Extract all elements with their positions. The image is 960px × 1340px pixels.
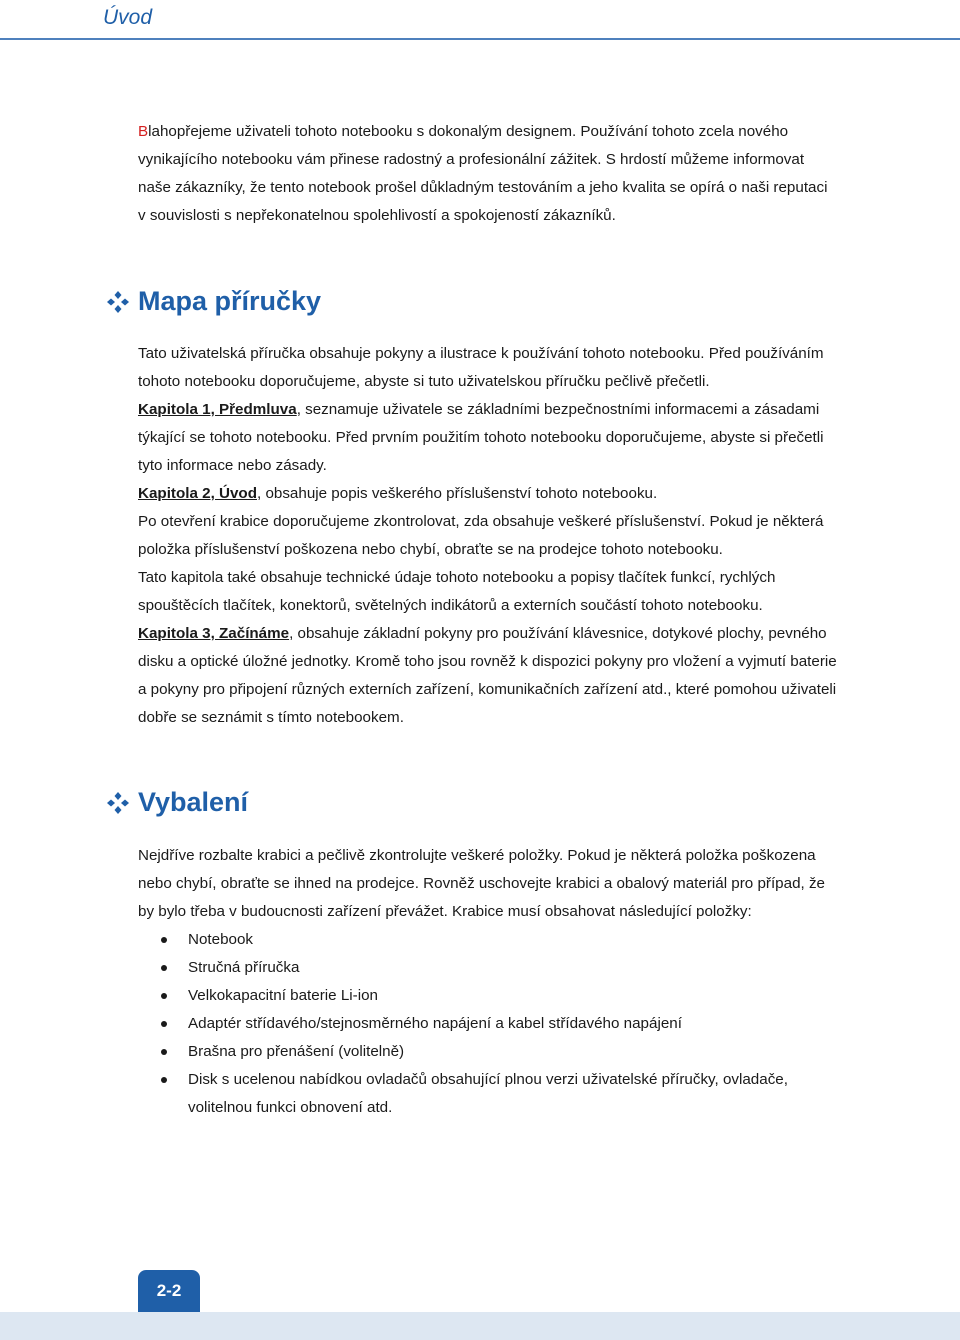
page-number-tab: 2-2 — [138, 1270, 200, 1312]
list-item — [138, 1010, 838, 1038]
page-header-title: Úvod — [103, 6, 153, 29]
bullet-dot-icon — [161, 1049, 167, 1055]
list-item-text: Notebook — [188, 931, 254, 948]
bullet-dot-icon — [161, 965, 167, 971]
section-title: Mapa příručky — [138, 286, 322, 316]
chapter3-paragraph — [138, 620, 838, 732]
chapter1-text: , seznamuje uživatele se základními bezpečnostními informacemi a zásadami týkající se tohoto notebooku. Před prvním použitím tohoto notebooku doporučujeme, abyste si přečetli tyto informace nebo zásady. — [138, 401, 824, 474]
chapter1-link[interactable]: Kapitola 1, Předmluva — [138, 401, 297, 418]
open-box-paragraph: Po otevření krabice doporučujeme zkontrolovat, zda obsahuje veškeré příslušenství. Pokud je některá položka příslušenství poškozena nebo chybí, obraťte se na prodejce tohoto notebooku. — [138, 513, 824, 558]
list-item — [138, 954, 838, 982]
diamond-bullet-icon — [106, 791, 130, 815]
header-rule — [0, 38, 960, 40]
chapter2-paragraph — [138, 480, 838, 508]
bullet-dot-icon — [161, 937, 167, 943]
footer-band — [0, 1312, 960, 1340]
bullet-dot-icon — [161, 1021, 167, 1027]
bullet-dot-icon — [161, 1077, 167, 1083]
list-item — [138, 1038, 838, 1066]
list-item — [138, 926, 838, 954]
section-title: Vybalení — [138, 787, 249, 817]
list-item-text: Velkokapacitní baterie Li-ion — [188, 987, 378, 1004]
list-item — [138, 1066, 838, 1122]
chapter3-text: , obsahuje základní pokyny pro používání klávesnice, dotykové plochy, pevného disku a optické úložné jednotky. Kromě toho jsou rovněž k dispozici pokyny pro vložení a vyjmutí baterie a pokyny pro připojení různých externích zařízení, komunikačních zařízení atd., které pomohou uživateli dobře se seznámit s tímto notebookem. — [138, 625, 837, 726]
chapter-spec-paragraph: Tato kapitola také obsahuje technické údaje tohoto notebooku a popisy tlačítek funkcí, rychlých spouštěcích tlačítek, konektorů, světelných indikátorů a externích součástí tohoto notebooku. — [138, 569, 776, 614]
list-item-text: Stručná příručka — [188, 959, 300, 976]
list-item-text: Disk s ucelenou nabídkou ovladačů obsahující plnou verzi uživatelské příručky, ovladače, volitelnou funkci obnovení atd. — [188, 1071, 788, 1116]
intro-text: lahopřejeme uživateli tohoto notebooku s dokonalým designem. Používání tohoto zcela nového vynikajícího notebooku vám přinese radostný a profesionální zážitek. S hrdostí můžeme informovat naše zákazníky, že tento notebook prošel důkladným testováním a jeho kvalita se opírá o naši reputaci v souvislosti s nepřekonatelnou spolehlivostí a spokojeností zákazníků. — [138, 123, 828, 224]
intro-block — [138, 118, 838, 230]
package-contents-list — [138, 926, 838, 1122]
intro-paragraph — [138, 118, 838, 230]
section-heading-vybaleni — [106, 787, 248, 818]
list-item-text: Brašna pro přenášení (volitelně) — [188, 1043, 405, 1060]
chapter2-text: , obsahuje popis veškerého příslušenství tohoto notebooku. — [257, 485, 658, 502]
section1-body — [138, 340, 838, 732]
unpack-paragraph: Nejdříve rozbalte krabici a pečlivě zkontrolujte veškeré položky. Pokud je některá položka poškozena nebo chybí, obraťte se ihned na prodejce. Rovněž uschovejte krabici a obalový materiál pro případ, že by bylo třeba v budoucnosti zařízení převážet. Krabice musí obsahovat následující položky: — [138, 847, 826, 920]
list-item-text: Adaptér střídavého/stejnosměrného napájení a kabel střídavého napájení — [188, 1015, 682, 1032]
section2-body — [138, 842, 838, 1122]
chapter3-link[interactable]: Kapitola 3, Začínáme — [138, 625, 290, 642]
manual-intro-paragraph: Tato uživatelská příručka obsahuje pokyny a ilustrace k používání tohoto notebooku. Před používáním tohoto notebooku doporučujeme, abyste si tuto uživatelskou příručku pečlivě přečetli. — [138, 345, 824, 390]
chapter1-paragraph — [138, 396, 838, 480]
list-item — [138, 982, 838, 1010]
diamond-bullet-icon — [106, 290, 130, 314]
section-heading-mapa — [106, 286, 321, 317]
chapter2-link[interactable]: Kapitola 2, Úvod — [138, 485, 257, 502]
drop-cap: B — [138, 123, 149, 140]
bullet-dot-icon — [161, 993, 167, 999]
